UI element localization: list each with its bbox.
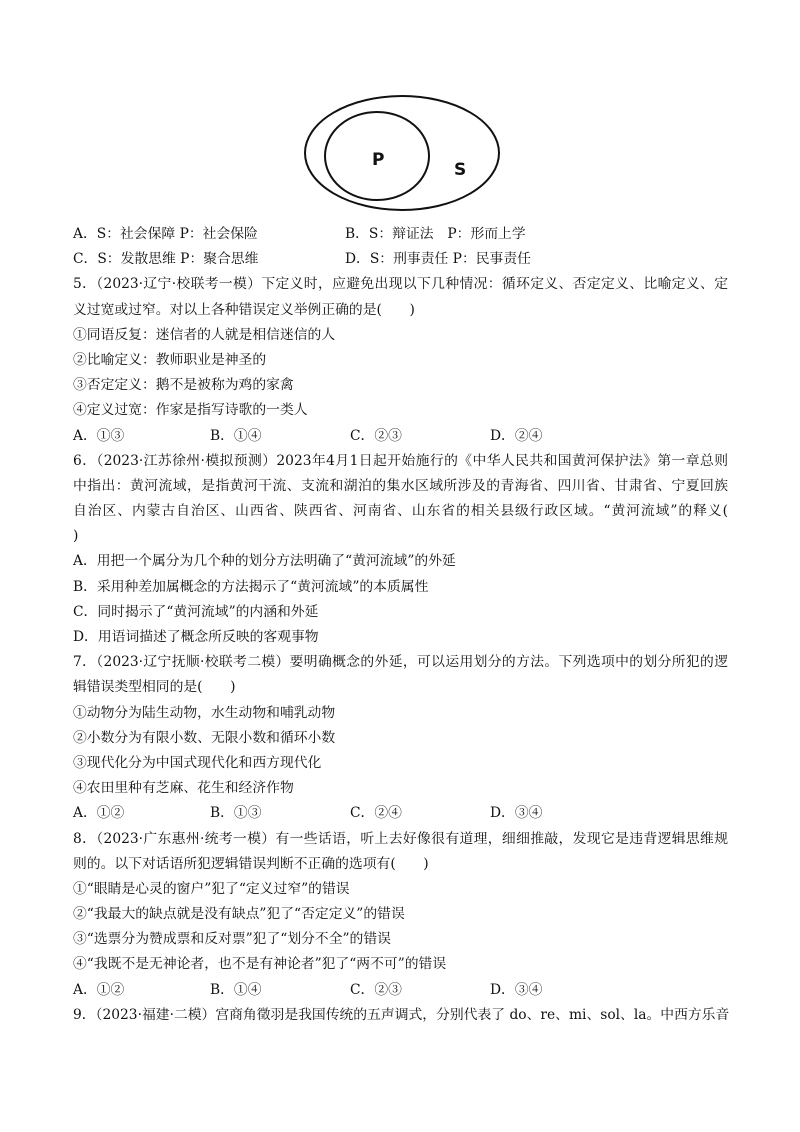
q7-option-a[interactable]: A．①② bbox=[73, 805, 125, 822]
q4-option-c[interactable]: C．S：发散思维 P：聚合思维 bbox=[73, 251, 259, 268]
q4-options-row-2 bbox=[73, 247, 728, 272]
q4-option-b[interactable]: B．S：辩证法 P：形而上学 bbox=[345, 226, 526, 242]
q7-item: ②小数分为有限小数、无限小数和循环小数 bbox=[73, 729, 336, 746]
inner-set-label: P bbox=[372, 150, 385, 170]
q8-option-b[interactable]: B．①④ bbox=[210, 981, 262, 998]
q8-item: ④“我既不是无神论者，也不是有神论者”犯了“两不可”的错误 bbox=[73, 956, 447, 973]
q7-item: ①动物分为陆生动物，水生动物和哺乳动物 bbox=[73, 704, 336, 721]
q5-option-a[interactable]: A．①③ bbox=[73, 427, 125, 444]
q5-item: ④定义过宽：作家是指写诗歌的一类人 bbox=[73, 402, 308, 419]
q5-option-d[interactable]: D．②④ bbox=[490, 427, 543, 444]
q7-stem-line: 7．（2023·辽宁抚顺·校联考二模）要明确概念的外延，可以运用划分的方法。下列选项中的划分所犯的逻 bbox=[73, 654, 728, 671]
q8-item: ②“我最大的缺点就是没有缺点”犯了“否定定义”的错误 bbox=[73, 906, 405, 923]
q8-option-d[interactable]: D．③④ bbox=[490, 981, 543, 998]
q5-stem-line: 5．（2023·辽宁·校联考一模）下定义时，应避免出现以下几种情况：循环定义、否定定义、比喻定义、定 bbox=[73, 276, 728, 293]
q8-stem-line: 则的。以下对话语所犯逻辑错误判断不正确的选项有( ) bbox=[73, 855, 429, 872]
q8-option-a[interactable]: A．①② bbox=[73, 981, 125, 998]
q8-options-row bbox=[73, 978, 728, 1003]
q7-stem-line: 辑错误类型相同的是( ) bbox=[73, 679, 236, 696]
outer-set-ellipse bbox=[305, 96, 499, 210]
q6-stem-line: 自治区、内蒙古自治区、山西省、陕西省、河南省、山东省的相关县级行政区域。“黄河流域”的释义( bbox=[73, 503, 728, 520]
q6-option-a[interactable]: A．用把一个属分为几个种的划分方法明确了“黄河流域”的外延 bbox=[73, 553, 456, 570]
q5-options-row bbox=[73, 424, 728, 449]
q6-option-b[interactable]: B．采用种差加属概念的方法揭示了“黄河流域”的本质属性 bbox=[73, 578, 429, 595]
q6-stem-line: ) bbox=[73, 528, 79, 545]
question-content bbox=[73, 222, 728, 1028]
q5-item: ①同语反复：迷信者的人就是相信迷信的人 bbox=[73, 326, 336, 343]
q4-option-d[interactable]: D．S：刑事责任 P：民事责任 bbox=[345, 251, 531, 268]
q6-option-d[interactable]: D．用语词描述了概念所反映的客观事物 bbox=[73, 629, 319, 645]
q6-stem-line: 中指出：黄河流域，是指黄河干流、支流和湖泊的集水区域所涉及的青海省、四川省、甘肃省、宁夏回族 bbox=[73, 477, 728, 494]
q7-item: ③现代化分为中国式现代化和西方现代化 bbox=[73, 754, 322, 771]
q7-option-c[interactable]: C．②④ bbox=[350, 805, 402, 822]
q5-item: ②比喻定义：教师职业是神圣的 bbox=[73, 351, 267, 368]
q8-stem-line: 8．（2023·广东惠州·统考一模）有一些话语，听上去好像很有道理，细细推敲，发现它是违背逻辑思维规 bbox=[73, 830, 728, 847]
q4-option-a[interactable]: A．S：社会保障 P：社会保险 bbox=[73, 226, 258, 242]
q8-item: ③“选票分为赞成票和反对票”犯了“划分不全”的错误 bbox=[73, 931, 391, 948]
q5-item: ③否定定义：鹅不是被称为鸡的家禽 bbox=[73, 377, 294, 394]
q5-option-c[interactable]: C．②③ bbox=[350, 427, 402, 444]
q8-item: ①“眼睛是心灵的窗户”犯了“定义过窄”的错误 bbox=[73, 880, 350, 897]
q6-stem-line: 6．（2023·江苏徐州·模拟预测）2023年4月1日起开始施行的《中华人民共和国黄河保护法》第一章总则 bbox=[73, 452, 728, 469]
q7-options-row bbox=[73, 801, 728, 826]
q4-options-row-1 bbox=[73, 222, 728, 247]
q5-stem-line: 义过宽或过窄。对以上各种错误定义举例正确的是( ) bbox=[73, 301, 415, 318]
euler-diagram bbox=[290, 85, 520, 225]
q7-option-d[interactable]: D．③④ bbox=[490, 805, 543, 822]
q5-option-b[interactable]: B．①④ bbox=[210, 427, 262, 444]
q7-item: ④农田里种有芝麻、花生和经济作物 bbox=[73, 780, 294, 797]
q7-option-b[interactable]: B．①③ bbox=[210, 805, 262, 822]
outer-set-label: S bbox=[454, 160, 467, 180]
q9-stem-line: 9．（2023·福建·二模）宫商角徵羽是我国传统的五声调式，分别代表了 do、re、mi、sol、la。中西方乐音 bbox=[73, 1006, 730, 1023]
q8-option-c[interactable]: C．②③ bbox=[350, 981, 402, 998]
q6-option-c[interactable]: C．同时揭示了“黄河流域”的内涵和外延 bbox=[73, 603, 319, 620]
